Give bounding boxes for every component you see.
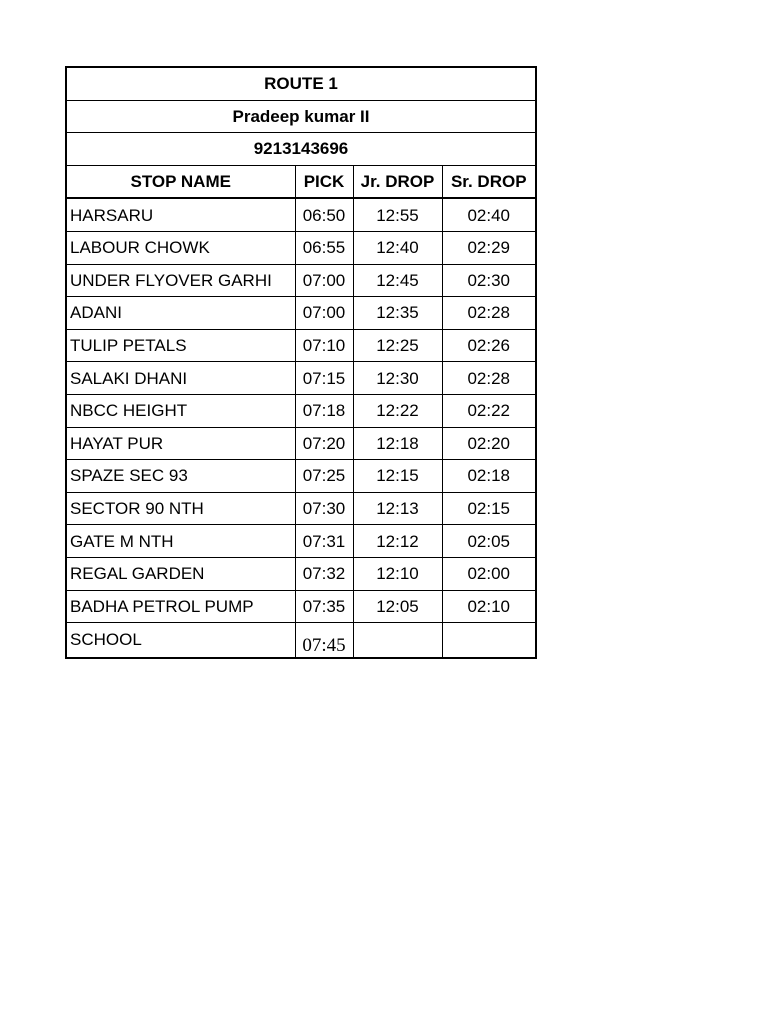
driver-name: Pradeep kumar II [66,100,536,133]
driver-name-row [66,100,536,133]
sr-drop-time-cell: 02:26 [442,329,536,362]
route-title-row [66,67,536,100]
pick-time-cell: 06:50 [295,198,353,231]
jr-drop-time-cell: 12:15 [353,460,442,493]
jr-drop-time-cell: 12:13 [353,492,442,525]
sr-drop-time-cell: 02:40 [442,198,536,231]
table-row [66,427,536,460]
pick-time-cell: 07:35 [295,590,353,623]
pick-time-cell: 06:55 [295,231,353,264]
jr-drop-time-cell: 12:18 [353,427,442,460]
sr-drop-time-cell: 02:28 [442,297,536,330]
pick-time-cell: 07:31 [295,525,353,558]
phone-number-row [66,133,536,166]
stop-name-cell: HAYAT PUR [66,427,295,460]
pick-time-cell: 07:18 [295,394,353,427]
table-row [66,231,536,264]
sr-drop-time-cell: 02:18 [442,460,536,493]
sr-drop-time-cell: 02:05 [442,525,536,558]
pick-time-cell: 07:45 [295,623,353,658]
table-row [66,198,536,231]
pick-time-cell: 07:00 [295,264,353,297]
table-row [66,557,536,590]
table-row [66,394,536,427]
column-header-stop-name: STOP NAME [66,165,295,198]
stop-name-cell: SCHOOL [66,623,295,658]
column-header-row [66,165,536,198]
sr-drop-time-cell: 02:20 [442,427,536,460]
stop-name-cell: NBCC HEIGHT [66,394,295,427]
pick-time-cell: 07:32 [295,557,353,590]
stop-name-cell: SECTOR 90 NTH [66,492,295,525]
stop-name-cell: HARSARU [66,198,295,231]
pick-time-cell: 07:25 [295,460,353,493]
jr-drop-time-cell: 12:12 [353,525,442,558]
column-header-sr-drop: Sr. DROP [442,165,536,198]
jr-drop-time-cell: 12:05 [353,590,442,623]
jr-drop-time-cell: 12:30 [353,362,442,395]
pick-time-cell: 07:15 [295,362,353,395]
route-schedule-table [65,66,537,659]
table-row [66,297,536,330]
table-row [66,264,536,297]
stop-name-cell: ADANI [66,297,295,330]
sr-drop-time-cell [442,623,536,658]
column-header-jr-drop: Jr. DROP [353,165,442,198]
table-row [66,525,536,558]
route-title: ROUTE 1 [66,67,536,100]
jr-drop-time-cell: 12:40 [353,231,442,264]
stop-name-cell: BADHA PETROL PUMP [66,590,295,623]
sr-drop-time-cell: 02:00 [442,557,536,590]
jr-drop-time-cell: 12:22 [353,394,442,427]
table-row [66,623,536,658]
sr-drop-time-cell: 02:30 [442,264,536,297]
jr-drop-time-cell: 12:25 [353,329,442,362]
sr-drop-time-cell: 02:22 [442,394,536,427]
jr-drop-time-cell: 12:35 [353,297,442,330]
stop-name-cell: SALAKI DHANI [66,362,295,395]
stop-name-cell: TULIP PETALS [66,329,295,362]
pick-time-cell: 07:30 [295,492,353,525]
sr-drop-time-cell: 02:28 [442,362,536,395]
stop-name-cell: REGAL GARDEN [66,557,295,590]
pick-time-cell: 07:00 [295,297,353,330]
jr-drop-time-cell: 12:55 [353,198,442,231]
stop-name-cell: LABOUR CHOWK [66,231,295,264]
jr-drop-time-cell [353,623,442,658]
table-row [66,492,536,525]
pick-time-cell: 07:20 [295,427,353,460]
stop-name-cell: GATE M NTH [66,525,295,558]
jr-drop-time-cell: 12:10 [353,557,442,590]
stop-name-cell: UNDER FLYOVER GARHI [66,264,295,297]
sr-drop-time-cell: 02:10 [442,590,536,623]
column-header-pick: PICK [295,165,353,198]
table-row [66,590,536,623]
jr-drop-time-cell: 12:45 [353,264,442,297]
sr-drop-time-cell: 02:29 [442,231,536,264]
stop-name-cell: SPAZE SEC 93 [66,460,295,493]
table-row [66,329,536,362]
pick-time-cell: 07:10 [295,329,353,362]
sr-drop-time-cell: 02:15 [442,492,536,525]
table-row [66,362,536,395]
phone-number: 9213143696 [66,133,536,166]
table-row [66,460,536,493]
